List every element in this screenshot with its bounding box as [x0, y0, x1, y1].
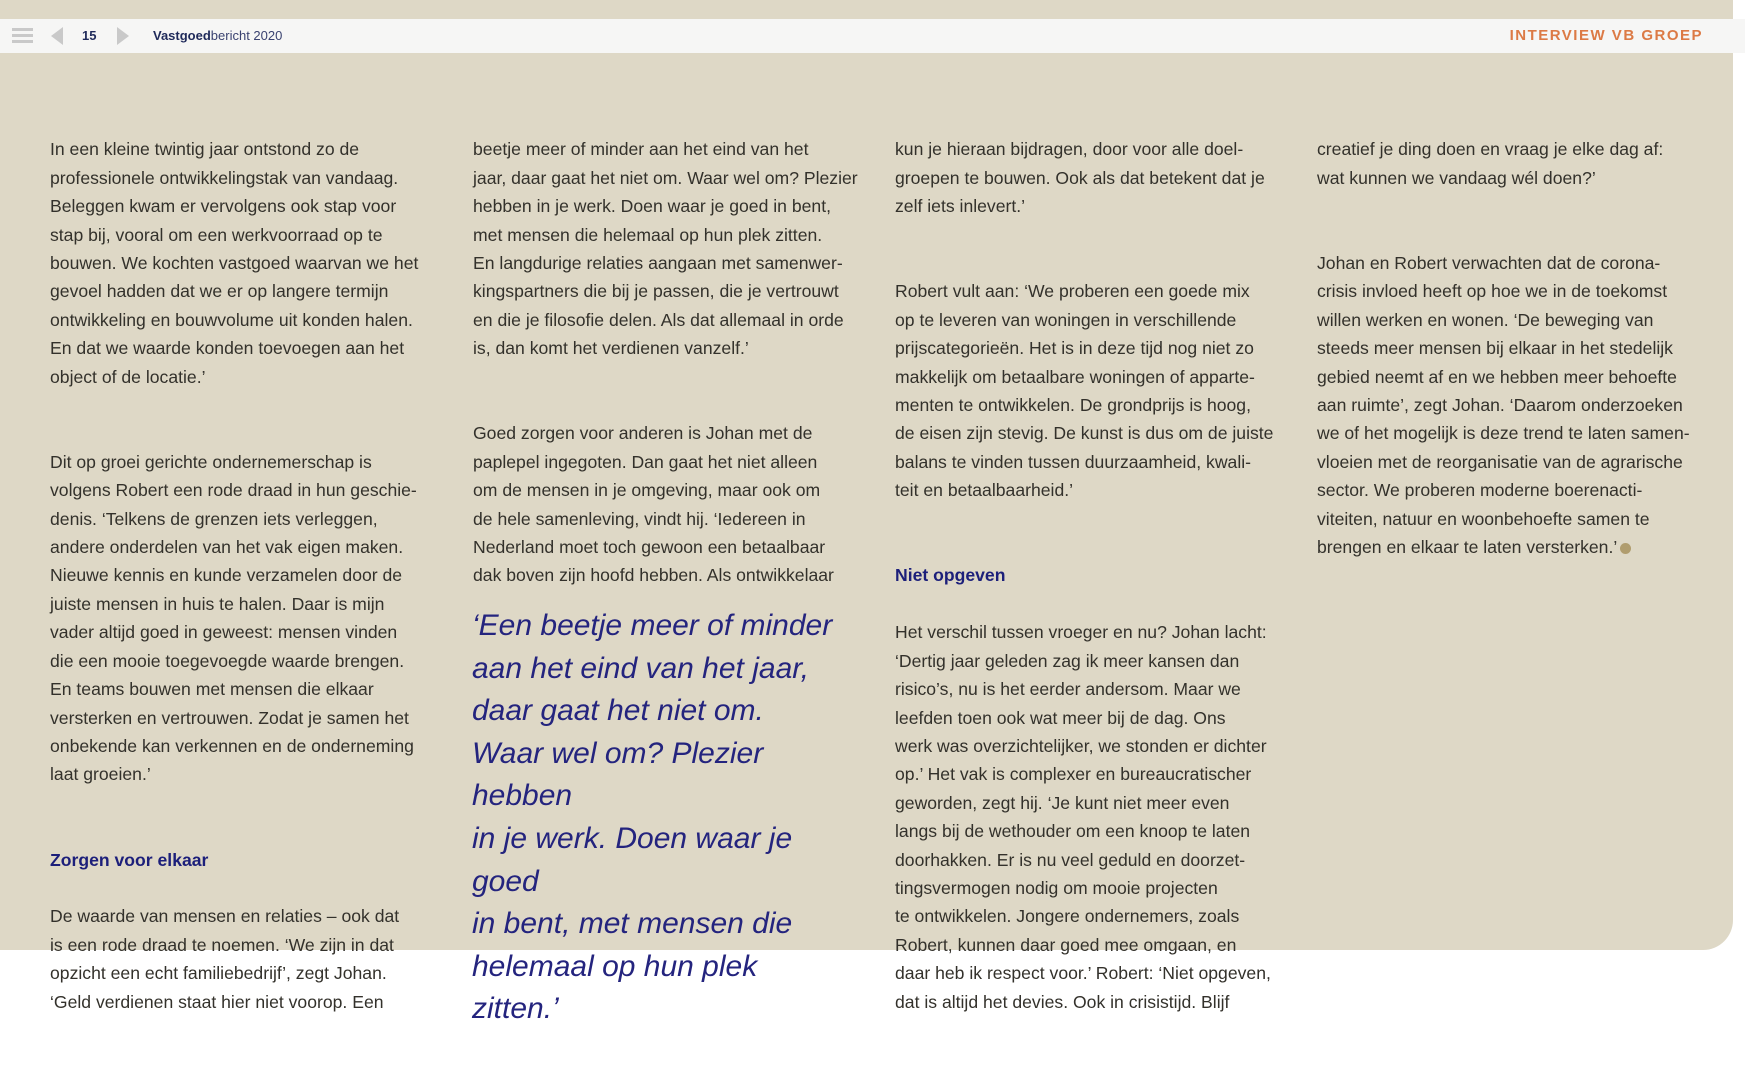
- hamburger-menu-icon[interactable]: [12, 28, 33, 44]
- paragraph-text: Johan en Robert verwachten dat de corona- crisis invloed heeft op hoe we in de toekomst willen werken en wonen. ‘De beweging van steeds meer mensen bij elkaar in het stedelijk gebied neemt af en we hebben meer behoefte aan ruimte’, zegt Johan. ‘Daarom onderzoeken we of het mogelijk is deze trend te laten samen- vloeien met de reorganisatie van de agrarische sector. We proberen moderne boerenacti- viteiten, natuur en woonbehoefte samen te brengen en elkaar te laten versterken.’: [1317, 253, 1690, 558]
- subheading: Niet opgeven: [895, 565, 1006, 586]
- viewer-toolbar: [0, 19, 1745, 53]
- paragraph: [1317, 249, 1717, 561]
- publication-title: [153, 28, 282, 43]
- article-column-4: [1317, 107, 1717, 618]
- page-number: 15: [82, 28, 97, 43]
- subheading: Zorgen voor elkaar: [50, 849, 209, 870]
- article-column-3: [895, 107, 1290, 1073]
- pull-quote: ‘Een beetje meer of minder aan het eind van het jaar, daar gaat het niet om. Waar wel om? Plezier hebben in je werk. Doen waar je goed in bent, met mensen die helemaal op hun plek zitten.’: [472, 609, 833, 1026]
- article-column-1: [50, 107, 445, 1073]
- publication-title-bold: Vastgoed: [153, 28, 211, 43]
- paragraph: beetje meer of minder aan het eind van het jaar, daar gaat het niet om. Waar wel om? Plezier hebben in je werk. Doen waar je goed in bent, met mensen die helemaal op hun plek zitten. En langdurige relaties aangaan met samenwer- kingspartners die bij je passen, die je vertrouwt en die je filosofie delen. Als dat allemaal in orde is, dan komt het verdienen vanzelf.’: [473, 139, 858, 359]
- paragraph: Robert vult aan: ‘We proberen een goede mix op te leveren van woningen in verschillende prijscategorieën. Het is in deze tijd nog niet zo makkelijk om betaalbare woningen of apparte- menten te ontwikkelen. De grondprijs is hoog, de eisen zijn stevig. De kunst is dus om de juiste balans te vinden tussen duurzaamheid, kwali- teit en betaalbaarheid.’: [895, 281, 1274, 501]
- next-page-icon[interactable]: [117, 27, 129, 45]
- paragraph: Dit op groei gerichte ondernemerschap is volgens Robert een rode draad in hun geschie- denis. ‘Telkens de grenzen iets verleggen, andere onderdelen van het vak eigen maken. Nieuwe kennis en kunde verzamelen door de juiste mensen in huis te halen. Daar is mijn vader altijd goed in geweest: mensen vinden die een mooie toegevoegde waarde brengen. En teams bouwen met mensen die elkaar versterken en vertrouwen. Zodat je samen het onbekende kan verkennen en de onderneming laat groeien.’: [50, 451, 417, 785]
- publication-title-rest: bericht 2020: [210, 28, 283, 43]
- paragraph: De waarde van mensen en relaties – ook dat is een rode draad te noemen. ‘We zijn in dat opzicht een echt familiebedrijf’, zegt Johan. ‘Geld verdienen staat hier niet voorop. Een: [50, 906, 400, 1012]
- paragraph: creatief je ding doen en vraag je elke dag af: wat kunnen we vandaag wél doen?’: [1317, 139, 1664, 188]
- paragraph: Goed zorgen voor anderen is Johan met de paplepel ingegoten. Dan gaat het niet alleen om de mensen in je omgeving, maar ook om de hele samenleving, vindt hij. ‘Iedereen in Nederland moet toch gewoon een betaalbaar dak boven zijn hoofd hebben. Als ontwikkelaar: [473, 423, 834, 586]
- end-of-article-dot-icon: [1620, 543, 1631, 554]
- paragraph: kun je hieraan bijdragen, door voor alle doel- groepen te bouwen. Ook als dat betekent dat je zelf iets inlevert.’: [895, 139, 1265, 217]
- section-title: INTERVIEW VB GROEP: [1509, 27, 1703, 44]
- previous-page-icon[interactable]: [51, 27, 63, 45]
- article-column-2: [473, 107, 868, 647]
- paragraph: Het verschil tussen vroeger en nu? Johan lacht: ‘Dertig jaar geleden zag ik meer kansen dan risico’s, nu is het eerder andersom. Maar we leefden toen ook wat meer bij de dag. Ons werk was overzichtelijker, we stonden er dichter op.’ Het vak is complexer en bureaucratischer geworden, zegt hij. ‘Je kunt niet meer even langs bij de wethouder om een knoop te laten doorhakken. Er is nu veel geduld en doorzet- tingsvermogen nodig om mooie projecten te ontwikkelen. Jongere ondernemers, zoals Robert, kunnen daar goed mee omgaan, en daar heb ik respect voor.’ Robert: ‘Niet opgeven, dat is altijd het devies. Ook in crisistijd. Blijf: [895, 622, 1271, 1012]
- paragraph: In een kleine twintig jaar ontstond zo de professionele ontwikkelingstak van vandaag. Beleggen kwam er vervolgens ook stap voor stap bij, vooral om een werkvoorraad op te bouwen. We kochten vastgoed waarvan we het gevoel hadden dat we er op langere termijn ontwikkeling en bouwvolume uit konden halen. En dat we waarde konden toevoegen aan het object of de locatie.’: [50, 139, 419, 387]
